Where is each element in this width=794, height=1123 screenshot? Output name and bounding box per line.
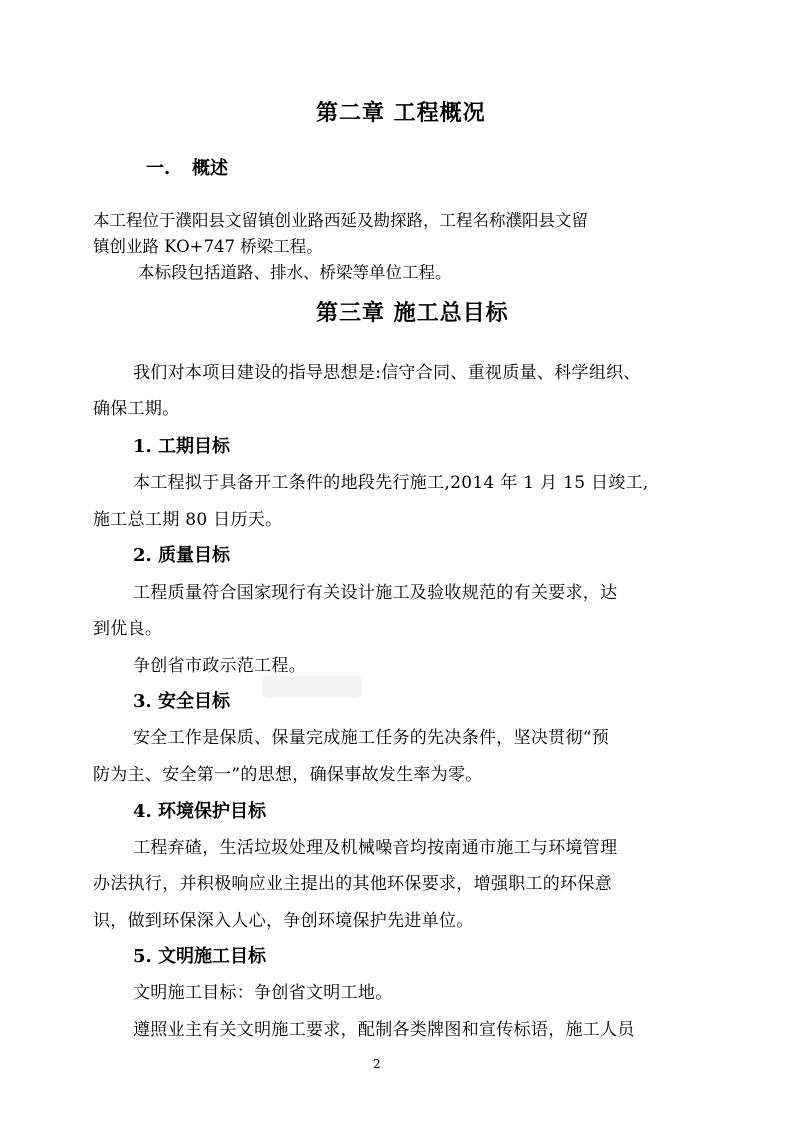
goal-2-line-2: 到优良。 xyxy=(93,619,163,639)
goal-1-line-2: 施工总工期 80 日历天。 xyxy=(93,510,283,530)
overview-paragraph-line-2: 镇创业路 KO+747 桥梁工程。 xyxy=(93,237,323,256)
goal-4-line-1: 工程弃碴，生活垃圾处理及机械噪音均按南通市施工与环境管理 xyxy=(133,838,618,858)
scope-paragraph: 本标段包括道路、排水、桥梁等单位工程。 xyxy=(138,263,452,282)
goal-4-line-2: 办法执行，并积极响应业主提出的其他环保要求，增强职工的环保意 xyxy=(93,874,612,894)
goal-1-line-1: 本工程拟于具备开工条件的地段先行施工,2014 年 1 月 15 日竣工, xyxy=(133,473,649,493)
goal-2-line-3: 争创省市政示范工程。 xyxy=(133,656,306,676)
goal-3-line-1: 安全工作是保质、保量完成施工任务的先决条件，坚决贯彻“预 xyxy=(133,728,610,748)
goal-2-line-1: 工程质量符合国家现行有关设计施工及验收规范的有关要求，达 xyxy=(133,583,618,603)
section-1-title: 概述 xyxy=(192,158,228,179)
goal-2-heading: 2. 质量目标 xyxy=(133,545,231,566)
goal-4-heading: 4. 环境保护目标 xyxy=(133,801,267,822)
section-1-number: 一. xyxy=(146,158,171,179)
goal-5-line-2: 遵照业主有关文明施工要求，配制各类牌图和宣传标语，施工人员 xyxy=(133,1020,635,1040)
intro-line-1: 我们对本项目建设的指导思想是:信守合同、重视质量、科学组织、 xyxy=(133,363,641,383)
intro-line-2: 确保工期。 xyxy=(93,399,180,419)
goal-3-heading: 3. 安全目标 xyxy=(133,691,231,712)
chapter-2-title: 第二章 工程概况 xyxy=(316,100,486,126)
goal-1-heading: 1. 工期目标 xyxy=(133,436,231,457)
goal-4-line-3: 识，做到环保深入人心，争创环境保护先进单位。 xyxy=(93,911,474,931)
chapter-3-title: 第三章 施工总目标 xyxy=(316,300,509,326)
goal-5-line-1: 文明施工目标：争创省文明工地。 xyxy=(133,983,393,1003)
goal-5-heading: 5. 文明施工目标 xyxy=(133,946,267,967)
overview-paragraph-line-1: 本工程位于濮阳县文留镇创业路西延及勘探路，工程名称濮阳县文留 xyxy=(93,211,588,230)
page-number: 2 xyxy=(373,1057,381,1071)
watermark-smudge xyxy=(262,676,362,698)
goal-3-line-2: 防为主、安全第一”的思想，确保事故发生率为零。 xyxy=(93,765,483,785)
